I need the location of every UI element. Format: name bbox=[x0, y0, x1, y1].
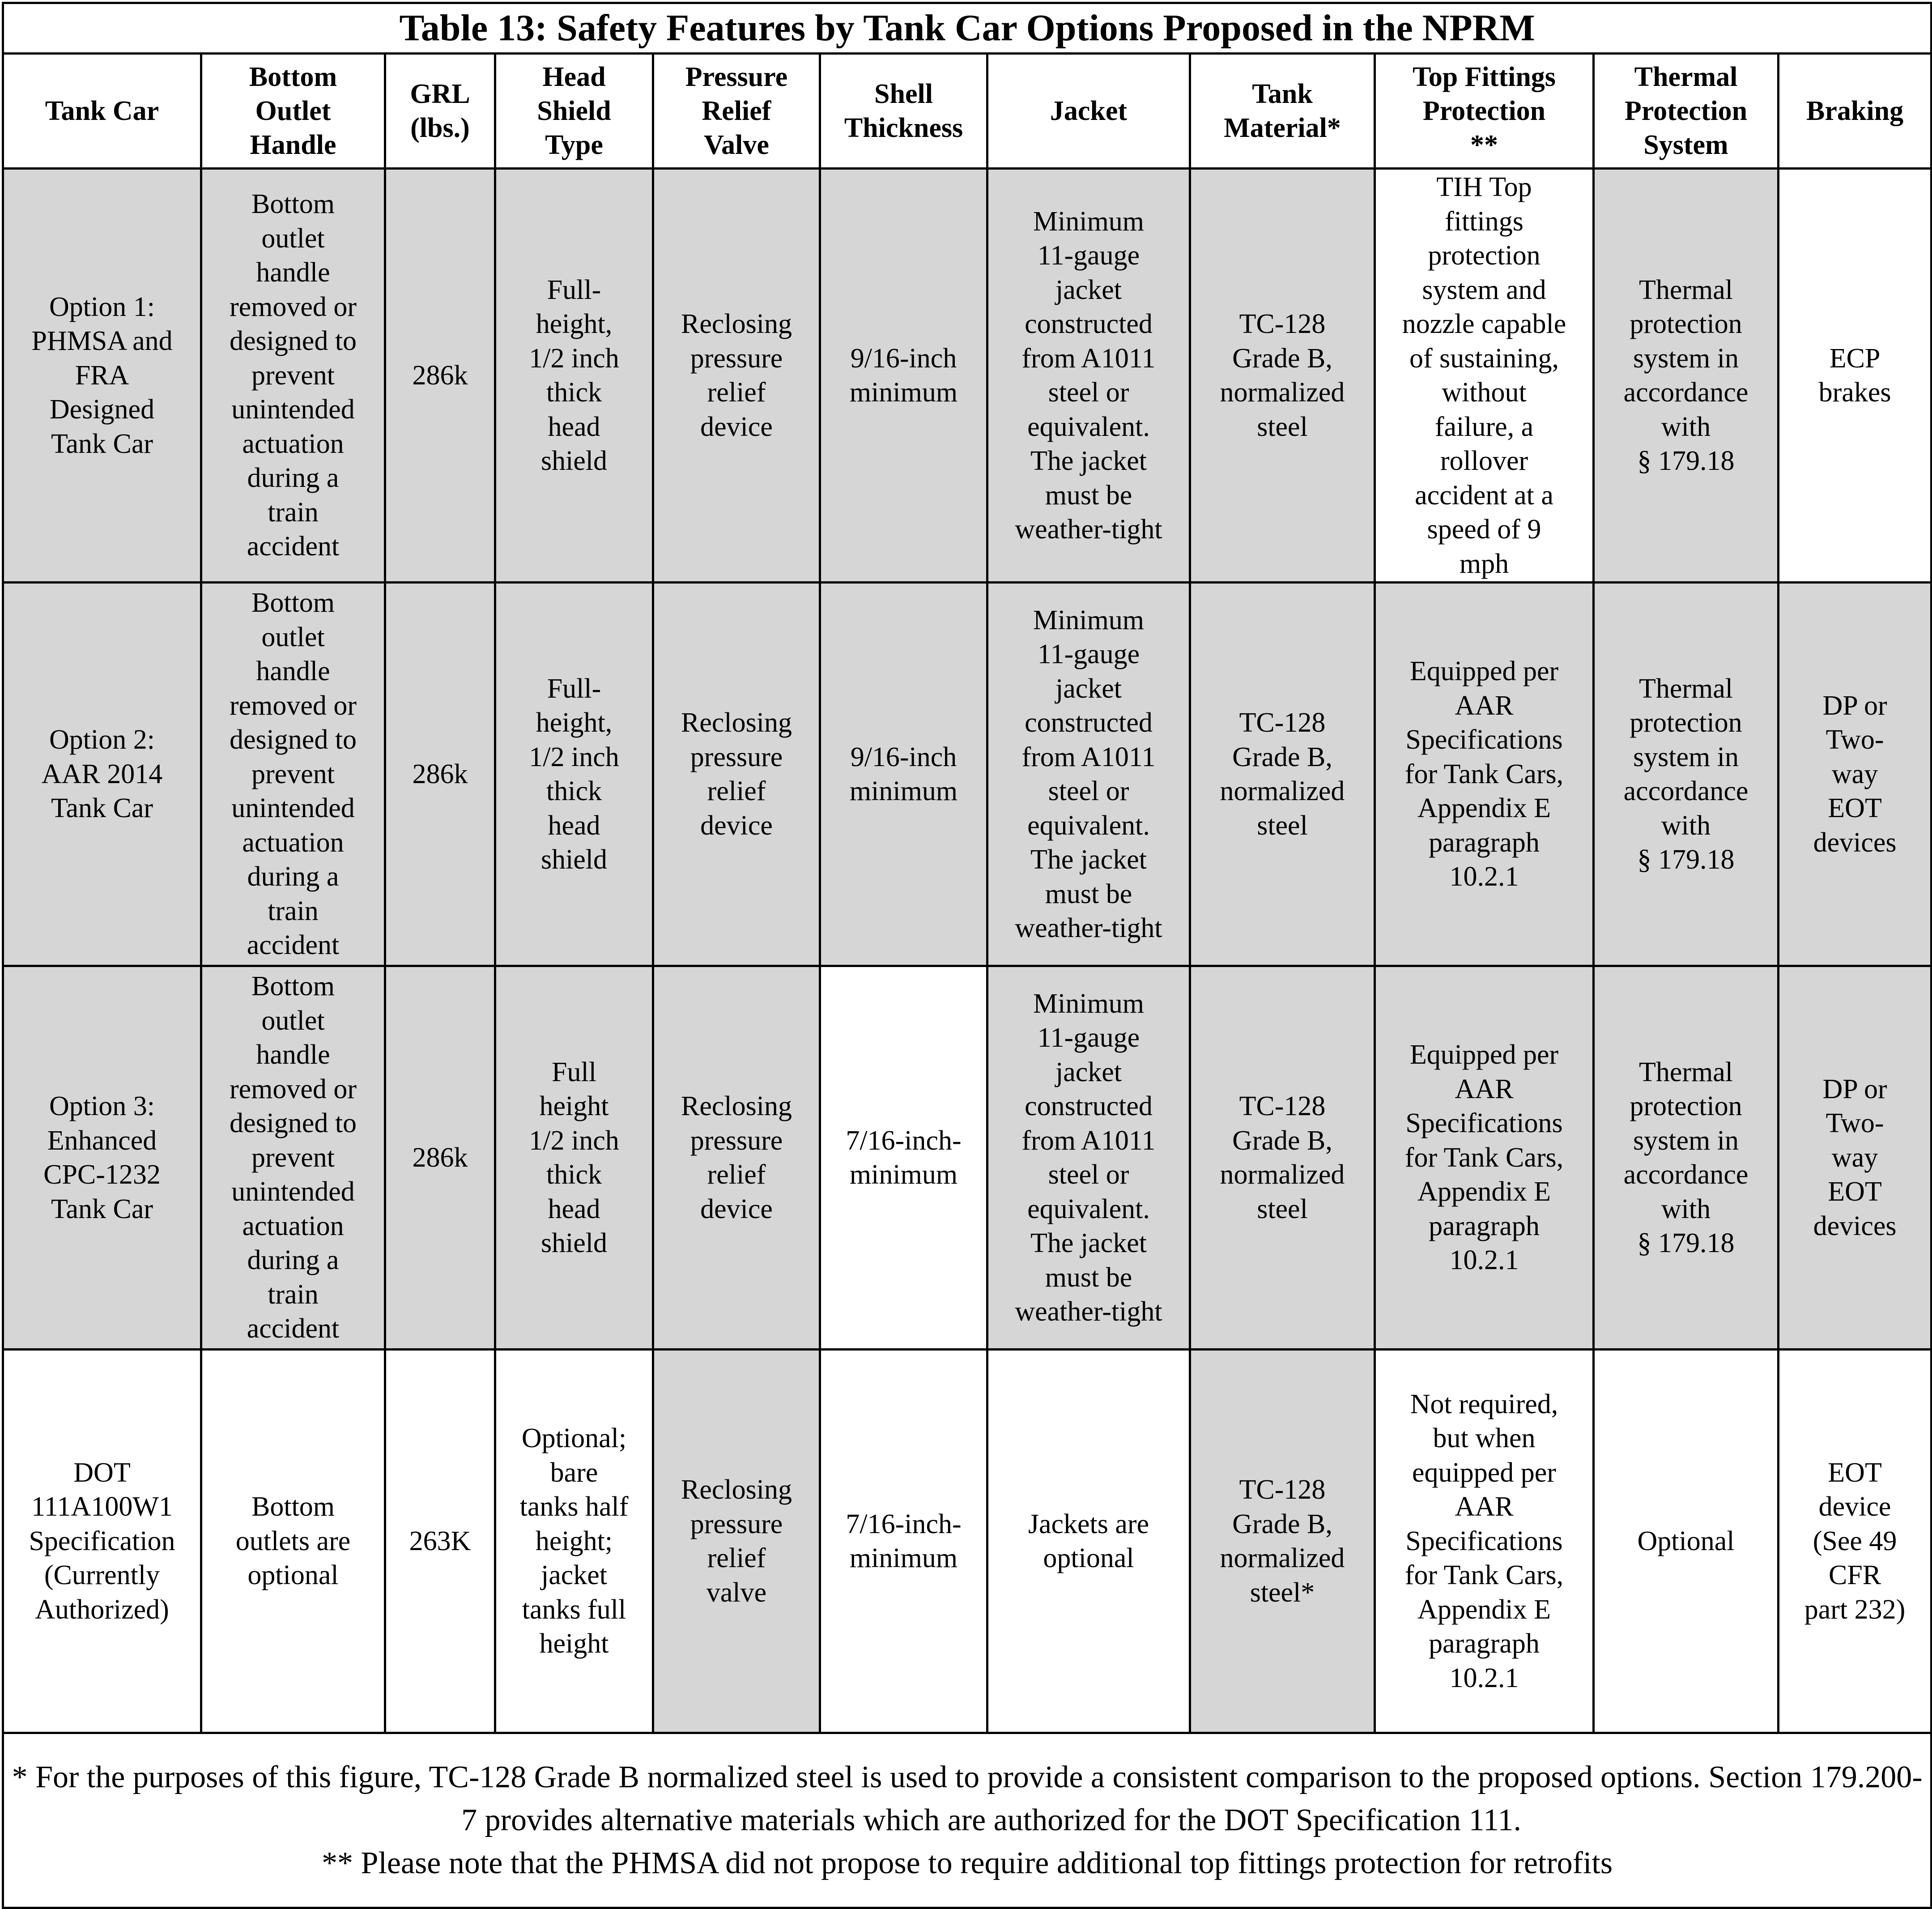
cell-text: DOT 111A100W1 Specification (Currently Authorized) bbox=[29, 1457, 175, 1625]
column-header-tank-car bbox=[3, 54, 201, 169]
column-header-label: Tank Material* bbox=[1224, 79, 1341, 143]
cell-text: Option 2: AAR 2014 Tank Car bbox=[41, 724, 163, 824]
cell-text: Thermal protection system in accordance with § 179.18 bbox=[1623, 1057, 1749, 1258]
cell-text: TC-128 Grade B, normalized steel bbox=[1220, 707, 1345, 841]
cell-text: Reclosing pressure relief device bbox=[681, 707, 792, 841]
table-cell-pressure-relief-valve bbox=[653, 966, 820, 1350]
column-header-label: Shell Thickness bbox=[844, 79, 963, 143]
cell-text: TIH Top fittings protection system and nozzle capable of sustaining, without failure, a rollover accident at a speed of 9 mph bbox=[1402, 172, 1566, 579]
column-header-label: Pressure Relief Valve bbox=[685, 62, 788, 160]
column-header-thermal-protection-system bbox=[1594, 54, 1779, 169]
cell-text: 9/16-inch minimum bbox=[849, 343, 958, 408]
cell-text: DP or Two- way EOT devices bbox=[1813, 1074, 1897, 1241]
cell-text: Minimum 11-gauge jacket constructed from A1011 steel or equivalent. The jacket must be weather-tight bbox=[1015, 988, 1162, 1327]
table-cell-grl bbox=[385, 966, 495, 1350]
cell-text: Optional bbox=[1637, 1525, 1735, 1556]
cell-text: Equipped per AAR Specifications for Tank Cars, Appendix E paragraph 10.2.1 bbox=[1404, 656, 1564, 892]
column-header-label: Jacket bbox=[1050, 96, 1128, 126]
table-cell-top-fittings-protection bbox=[1375, 966, 1594, 1350]
table-cell-jacket bbox=[987, 966, 1190, 1350]
column-header-label: Tank Car bbox=[45, 96, 159, 126]
cell-text: TC-128 Grade B, normalized steel* bbox=[1220, 1474, 1345, 1608]
table-cell-tank-material bbox=[1190, 1350, 1375, 1733]
table-row bbox=[3, 169, 1932, 583]
cell-text: Bottom outlets are optional bbox=[235, 1491, 351, 1591]
column-header-tank-material bbox=[1190, 54, 1375, 169]
table-cell-head-shield-type bbox=[495, 169, 653, 583]
column-header-label: Top Fittings Protection ** bbox=[1413, 62, 1556, 160]
cell-text: Full- height, 1/2 inch thick head shield bbox=[529, 673, 619, 875]
cell-text: Option 3: Enhanced CPC-1232 Tank Car bbox=[43, 1091, 161, 1224]
cell-text: Jackets are optional bbox=[1028, 1508, 1149, 1573]
cell-text: 7/16-inch- minimum bbox=[846, 1508, 962, 1573]
table-row bbox=[3, 1350, 1932, 1733]
table-cell-tank-material bbox=[1190, 583, 1375, 966]
table-cell-head-shield-type bbox=[495, 583, 653, 966]
table-cell-pressure-relief-valve bbox=[653, 1350, 820, 1733]
table-cell-tank-material bbox=[1190, 966, 1375, 1350]
table-row bbox=[3, 966, 1932, 1350]
table-cell-tank-car bbox=[3, 1350, 201, 1733]
table-row bbox=[3, 583, 1932, 966]
footnotes bbox=[3, 1733, 1932, 1908]
table-cell-head-shield-type bbox=[495, 966, 653, 1350]
table-cell-top-fittings-protection bbox=[1375, 169, 1594, 583]
column-header-grl bbox=[385, 54, 495, 169]
cell-text: Full- height, 1/2 inch thick head shield bbox=[529, 274, 619, 476]
column-header-shell-thickness bbox=[820, 54, 987, 169]
table-cell-grl bbox=[385, 583, 495, 966]
column-header-label: Bottom Outlet Handle bbox=[249, 62, 337, 160]
cell-text: Equipped per AAR Specifications for Tank Cars, Appendix E paragraph 10.2.1 bbox=[1404, 1040, 1564, 1276]
cell-text: 286k bbox=[412, 1142, 468, 1173]
table-title: Table 13: Safety Features by Tank Car Options Proposed in the NPRM bbox=[3, 3, 1932, 54]
column-header-bottom-outlet-handle bbox=[201, 54, 385, 169]
cell-text: Reclosing pressure relief device bbox=[681, 1091, 792, 1224]
footnote-2: ** Please note that the PHMSA did not propose to require additional top fittings protection for retrofits bbox=[322, 1846, 1613, 1880]
cell-text: Thermal protection system in accordance with § 179.18 bbox=[1623, 673, 1749, 875]
column-header-jacket bbox=[987, 54, 1190, 169]
table-cell-jacket bbox=[987, 169, 1190, 583]
table-cell-head-shield-type bbox=[495, 1350, 653, 1733]
cell-text: Optional; bare tanks half height; jacket tanks full height bbox=[519, 1423, 629, 1659]
cell-text: TC-128 Grade B, normalized steel bbox=[1220, 309, 1345, 442]
column-header-label: GRL (lbs.) bbox=[410, 79, 470, 143]
column-header-label: Thermal Protection System bbox=[1624, 62, 1748, 160]
table-cell-tank-car bbox=[3, 169, 201, 583]
column-header-label: Head Shield Type bbox=[537, 62, 611, 160]
table-cell-pressure-relief-valve bbox=[653, 169, 820, 583]
table-cell-thermal-protection-system bbox=[1594, 169, 1779, 583]
table-cell-pressure-relief-valve bbox=[653, 583, 820, 966]
column-header-label: Braking bbox=[1806, 96, 1904, 126]
table-cell-braking bbox=[1779, 1350, 1932, 1733]
table-cell-thermal-protection-system bbox=[1594, 1350, 1779, 1733]
table-cell-top-fittings-protection bbox=[1375, 1350, 1594, 1733]
table-cell-shell-thickness bbox=[820, 966, 987, 1350]
cell-text: Minimum 11-gauge jacket constructed from A1011 steel or equivalent. The jacket must be weather-tight bbox=[1015, 605, 1162, 943]
header-row bbox=[3, 54, 1932, 169]
cell-text: Not required, but when equipped per AAR Specifications for Tank Cars, Appendix E paragraph 10.2.1 bbox=[1404, 1389, 1564, 1693]
column-header-pressure-relief-valve bbox=[653, 54, 820, 169]
table-cell-shell-thickness bbox=[820, 1350, 987, 1733]
cell-text: Bottom outlet handle removed or designed to prevent unintended actuation during a train accident bbox=[229, 189, 357, 562]
table-cell-jacket bbox=[987, 1350, 1190, 1733]
cell-text: Reclosing pressure relief valve bbox=[681, 1474, 792, 1608]
table-cell-braking bbox=[1779, 966, 1932, 1350]
cell-text: Minimum 11-gauge jacket constructed from A1011 steel or equivalent. The jacket must be weather-tight bbox=[1015, 206, 1162, 545]
table-cell-tank-material bbox=[1190, 169, 1375, 583]
table-cell-braking bbox=[1779, 583, 1932, 966]
table-cell-jacket bbox=[987, 583, 1190, 966]
table-cell-top-fittings-protection bbox=[1375, 583, 1594, 966]
table-cell-thermal-protection-system bbox=[1594, 966, 1779, 1350]
column-header-top-fittings-protection bbox=[1375, 54, 1594, 169]
table-cell-bottom-outlet-handle bbox=[201, 966, 385, 1350]
cell-text: 263K bbox=[409, 1525, 471, 1556]
cell-text: ECP brakes bbox=[1818, 343, 1891, 408]
safety-features-table bbox=[2, 2, 1932, 1909]
table-cell-braking bbox=[1779, 169, 1932, 583]
cell-text: TC-128 Grade B, normalized steel bbox=[1220, 1091, 1345, 1224]
table-cell-tank-car bbox=[3, 966, 201, 1350]
cell-text: EOT device (See 49 CFR part 232) bbox=[1804, 1457, 1906, 1625]
column-header-head-shield-type bbox=[495, 54, 653, 169]
table-cell-thermal-protection-system bbox=[1594, 583, 1779, 966]
table-cell-bottom-outlet-handle bbox=[201, 169, 385, 583]
table-cell-shell-thickness bbox=[820, 169, 987, 583]
cell-text: 286k bbox=[412, 360, 468, 391]
cell-text: Bottom outlet handle removed or designed to prevent unintended actuation during a train accident bbox=[229, 971, 357, 1344]
table-cell-grl bbox=[385, 169, 495, 583]
footnote-1: * For the purposes of this figure, TC-128 Grade B normalized steel is used to provide a consistent comparison to the proposed options. Section 179.200-7 provides alternative materials which are authorized for the DOT Specification 111. bbox=[12, 1760, 1923, 1837]
cell-text: Reclosing pressure relief device bbox=[681, 309, 792, 442]
column-header-braking bbox=[1779, 54, 1932, 169]
cell-text: Option 1: PHMSA and FRA Designed Tank Car bbox=[31, 291, 173, 459]
table-cell-bottom-outlet-handle bbox=[201, 1350, 385, 1733]
cell-text: Bottom outlet handle removed or designed to prevent unintended actuation during a train accident bbox=[229, 588, 357, 961]
table-cell-tank-car bbox=[3, 583, 201, 966]
cell-text: Full height 1/2 inch thick head shield bbox=[529, 1057, 619, 1258]
cell-text: DP or Two- way EOT devices bbox=[1813, 690, 1897, 858]
table-cell-bottom-outlet-handle bbox=[201, 583, 385, 966]
cell-text: Thermal protection system in accordance with § 179.18 bbox=[1623, 274, 1749, 476]
cell-text: 286k bbox=[412, 758, 468, 789]
table-cell-grl bbox=[385, 1350, 495, 1733]
table-cell-shell-thickness bbox=[820, 583, 987, 966]
cell-text: 7/16-inch- minimum bbox=[846, 1125, 962, 1190]
cell-text: 9/16-inch minimum bbox=[849, 741, 958, 806]
